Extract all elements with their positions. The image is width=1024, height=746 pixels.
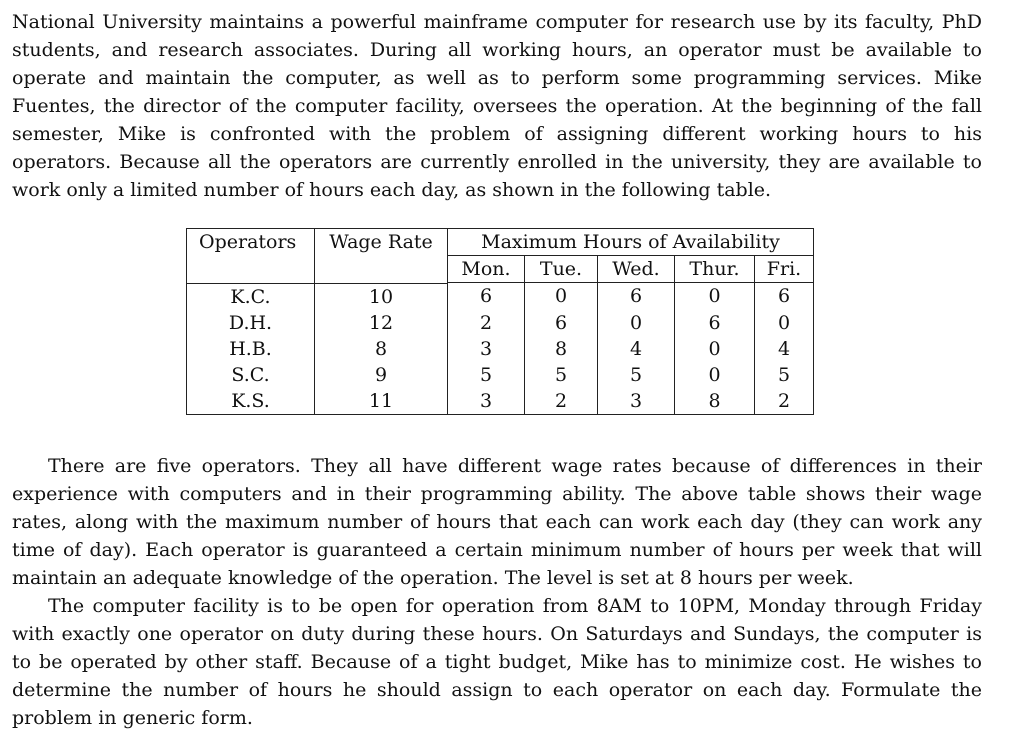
hours-tue: 6	[525, 310, 598, 336]
table-row	[187, 336, 814, 362]
hours-tue: 0	[525, 283, 598, 310]
hours-wed: 6	[598, 283, 675, 310]
operator-name: H.B.	[187, 336, 315, 362]
hours-mon: 3	[448, 336, 525, 362]
header-day-fri: Fri.	[755, 256, 814, 283]
wage-rate: 12	[315, 310, 448, 336]
header-wage-rate: Wage Rate	[315, 229, 448, 283]
hours-thur: 8	[675, 388, 755, 415]
hours-wed: 3	[598, 388, 675, 415]
operator-name: S.C.	[187, 362, 315, 388]
hours-tue: 5	[525, 362, 598, 388]
table-row	[187, 310, 814, 336]
hours-thur: 0	[675, 362, 755, 388]
hours-mon: 3	[448, 388, 525, 415]
header-availability: Maximum Hours of Availability	[448, 229, 814, 256]
header-operators: Operators	[187, 229, 315, 283]
schedule-paragraph: The computer facility is to be open for operation from 8AM to 10PM, Monday through Friday with exactly one operator on duty during these hours. On Saturdays and Sundays, the computer is to be operated by other staff. Because of a tight budget, Mike has to minimize cost. He wishes to determine the number of hours he should assign to each operator on each day. Formulate the problem in generic form.	[12, 595, 982, 729]
hours-mon: 6	[448, 283, 525, 310]
hours-fri: 6	[755, 283, 814, 310]
operators-paragraph: There are five operators. They all have different wage rates because of differences in their experience with computers and in their programming ability. The above table shows their wage rates, along with the maximum number of hours that each can work each day (they can work any time of day). Each operator is guaranteed a certain minimum number of hours per week that will maintain an adequate knowledge of the operation. The level is set at 8 hours per week.	[12, 455, 982, 589]
hours-thur: 6	[675, 310, 755, 336]
wage-rate: 8	[315, 336, 448, 362]
header-day-tue: Tue.	[525, 256, 598, 283]
hours-wed: 0	[598, 310, 675, 336]
hours-fri: 2	[755, 388, 814, 415]
hours-thur: 0	[675, 336, 755, 362]
wage-rate: 11	[315, 388, 448, 415]
table-row	[187, 283, 814, 310]
header-day-wed: Wed.	[598, 256, 675, 283]
hours-wed: 5	[598, 362, 675, 388]
hours-tue: 8	[525, 336, 598, 362]
table-row	[187, 388, 814, 415]
operator-name: D.H.	[187, 310, 315, 336]
operator-name: K.C.	[187, 283, 315, 310]
table-row	[187, 362, 814, 388]
wage-rate: 9	[315, 362, 448, 388]
hours-fri: 4	[755, 336, 814, 362]
hours-fri: 0	[755, 310, 814, 336]
wage-rate: 10	[315, 283, 448, 310]
header-day-mon: Mon.	[448, 256, 525, 283]
hours-mon: 5	[448, 362, 525, 388]
operator-name: K.S.	[187, 388, 315, 415]
hours-fri: 5	[755, 362, 814, 388]
hours-thur: 0	[675, 283, 755, 310]
hours-tue: 2	[525, 388, 598, 415]
hours-wed: 4	[598, 336, 675, 362]
availability-table	[186, 228, 814, 415]
hours-mon: 2	[448, 310, 525, 336]
header-day-thur: Thur.	[675, 256, 755, 283]
intro-paragraph: National University maintains a powerful mainframe computer for research use by its faculty, PhD students, and research associates. During all working hours, an operator must be available to operate and maintain the computer, as well as to perform some programming services. Mike Fuentes, the director of the computer facility, oversees the operation. At the beginning of the fall semester, Mike is confronted with the problem of assigning different working hours to his operators. Because all the operators are currently enrolled in the university, they are available to work only a limited number of hours each day, as shown in the following table.	[12, 11, 982, 201]
